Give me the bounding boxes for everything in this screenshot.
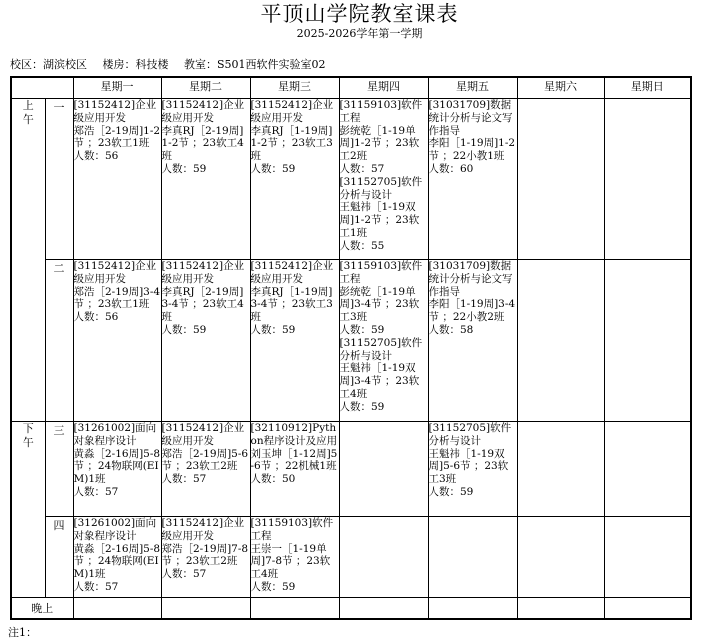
course-name: [31152412]企业级应用开发 xyxy=(161,517,245,542)
cell-s3-mon xyxy=(73,422,161,517)
cell-s2-mon xyxy=(73,260,161,422)
student-count: 人数：60 xyxy=(428,162,474,175)
slot-row-1 xyxy=(11,99,691,260)
course-name: [31159103]软件工程 xyxy=(250,517,334,542)
course-name: [31159103]软件工程 xyxy=(339,99,423,124)
course-name: [31152412]企业级应用开发 xyxy=(250,260,334,285)
footnote: 注1： xyxy=(8,626,37,639)
course-detail: 王魁祎［1-19双周]5-6节 ；23软工3班 xyxy=(428,447,509,486)
course-detail: 李真RJ［2-19周]1-2节 ；23软工4班 xyxy=(161,124,244,163)
cell-s3-wed xyxy=(250,422,339,517)
course-detail: 黄淼［2-16周]5-8节 ；24物联网(EIM)1班 xyxy=(73,542,161,581)
cell-s1-sun xyxy=(604,99,691,260)
student-count: 人数：57 xyxy=(73,485,119,498)
cell-s1-wed xyxy=(250,99,339,260)
course-name: [31261002]面向对象程序设计 xyxy=(73,422,157,447)
course-entry xyxy=(251,422,339,486)
student-count: 人数：59 xyxy=(339,400,385,413)
course-entry xyxy=(74,422,161,499)
course-entry xyxy=(429,99,517,176)
student-count: 人数：59 xyxy=(339,323,385,336)
course-entry xyxy=(74,260,161,324)
building-label: 楼房：科技楼 xyxy=(102,58,169,71)
page-title: 平顶山学院教室课表 xyxy=(260,2,459,26)
course-entry xyxy=(251,99,339,176)
cell-e-tue xyxy=(161,598,250,619)
course-entry xyxy=(429,260,517,337)
course-name: [31152705]软件分析与设计 xyxy=(428,422,512,447)
student-count: 人数：59 xyxy=(250,580,296,593)
course-name: [31152412]企业级应用开发 xyxy=(161,422,245,447)
course-detail: 刘玉坤［1-12周]5-6节 ；22机械1班 xyxy=(250,447,338,473)
course-detail: 李真RJ［1-19周]3-4节 ；23软工3班 xyxy=(250,285,333,324)
course-name: [31152412]企业级应用开发 xyxy=(73,99,157,124)
student-count: 人数：58 xyxy=(428,323,474,336)
slot-label-2: 二 xyxy=(45,260,73,422)
slot-label-4: 四 xyxy=(45,517,73,598)
course-entry xyxy=(340,176,428,253)
student-count: 人数：59 xyxy=(161,162,207,175)
period-evening: 晚上 xyxy=(11,598,73,619)
student-count: 人数：57 xyxy=(161,568,207,581)
cell-s1-sat xyxy=(517,99,604,260)
timetable xyxy=(10,76,692,620)
student-count: 人数：59 xyxy=(428,485,474,498)
cell-s3-tue xyxy=(161,422,250,517)
student-count: 人数：57 xyxy=(161,473,207,486)
cell-s1-fri xyxy=(428,99,517,260)
course-name: [31152705]软件分析与设计 xyxy=(339,336,423,362)
cell-s1-mon xyxy=(73,99,161,260)
course-name: [31152412]企业级应用开发 xyxy=(250,99,334,124)
corner-cell xyxy=(11,77,73,99)
slot-row-4 xyxy=(11,517,691,598)
course-detail: 郑浩［2-19周]1-2节 ；23软工1班 xyxy=(73,124,161,150)
cell-e-thu xyxy=(339,598,428,619)
course-entry xyxy=(251,517,339,594)
course-name: [31152412]企业级应用开发 xyxy=(161,99,245,124)
student-count: 人数：56 xyxy=(73,311,119,324)
day-header-fri: 星期五 xyxy=(428,77,517,99)
course-detail: 李阳［1-19周]1-2节 ；22小教1班 xyxy=(428,137,516,163)
cell-s3-sat xyxy=(517,422,604,517)
student-count: 人数：57 xyxy=(339,162,385,175)
room-label: 教室：S501西软件实验室02 xyxy=(184,58,326,71)
course-entry xyxy=(162,99,250,176)
cell-s2-wed xyxy=(250,260,339,422)
course-detail: 王魁祎［1-19双周]3-4节 ；23软工4班 xyxy=(339,362,420,400)
period-afternoon: 下午 xyxy=(11,422,45,598)
day-header-wed: 星期三 xyxy=(250,77,339,99)
day-header-tue: 星期二 xyxy=(161,77,250,99)
course-name: [31152412]企业级应用开发 xyxy=(73,260,157,285)
cell-s2-thu xyxy=(339,260,428,422)
cell-s2-fri xyxy=(428,260,517,422)
cell-e-sun xyxy=(604,598,691,619)
course-entry xyxy=(74,99,161,163)
course-detail: 李真RJ［1-19周]1-2节 ；23软工3班 xyxy=(250,124,333,163)
slot-label-1: 一 xyxy=(45,99,73,260)
cell-s3-sun xyxy=(604,422,691,517)
day-header-thu: 星期四 xyxy=(339,77,428,99)
cell-s1-thu xyxy=(339,99,428,260)
campus-label: 校区：湖滨校区 xyxy=(10,58,87,71)
cell-s1-tue xyxy=(161,99,250,260)
course-entry xyxy=(162,422,250,486)
cell-s2-sat xyxy=(517,260,604,422)
cell-e-fri xyxy=(428,598,517,619)
course-detail: 王魁祎［1-19双周]1-2节 ；23软工1班 xyxy=(339,201,420,239)
cell-e-mon xyxy=(73,598,161,619)
day-header-sat: 星期六 xyxy=(517,77,604,99)
cell-s4-tue xyxy=(161,517,250,598)
course-entry xyxy=(251,260,339,337)
course-entry xyxy=(340,99,428,176)
course-entry xyxy=(162,260,250,337)
course-detail: 李真RJ［2-19周]3-4节 ；23软工4班 xyxy=(161,285,244,324)
cell-e-wed xyxy=(250,598,339,619)
course-detail: 彭统乾［1-19单周]3-4节 ；23软工3班 xyxy=(339,285,420,324)
course-detail: 郑浩［2-19周]5-6节 ；23软工2班 xyxy=(161,447,249,473)
course-name: [31031709]数据统计分析与论文写作指导 xyxy=(428,99,513,137)
course-detail: 王崇一［1-19单周]7-8节 ；23软工4班 xyxy=(250,542,331,581)
cell-e-sat xyxy=(517,598,604,619)
cell-s2-tue xyxy=(161,260,250,422)
student-count: 人数：57 xyxy=(73,580,119,593)
cell-s4-thu xyxy=(339,517,428,598)
course-entry xyxy=(162,517,250,581)
course-entry xyxy=(340,337,428,414)
course-name: [31152412]企业级应用开发 xyxy=(161,260,245,285)
period-morning: 上午 xyxy=(11,99,45,422)
student-count: 人数：55 xyxy=(339,239,385,252)
student-count: 人数：56 xyxy=(73,150,119,163)
student-count: 人数：50 xyxy=(250,473,296,486)
student-count: 人数：59 xyxy=(161,323,207,336)
cell-s4-sun xyxy=(604,517,691,598)
course-name: [31152705]软件分析与设计 xyxy=(339,175,423,201)
course-name: [32110912]Python程序设计及应用 xyxy=(250,422,338,447)
slot-row-evening xyxy=(11,598,691,619)
cell-s4-sat xyxy=(517,517,604,598)
slot-row-3 xyxy=(11,422,691,517)
cell-s4-fri xyxy=(428,517,517,598)
course-entry xyxy=(429,422,517,499)
header-row xyxy=(11,77,691,99)
cell-s4-mon xyxy=(73,517,161,598)
course-name: [31261002]面向对象程序设计 xyxy=(73,517,157,542)
cell-s4-wed xyxy=(250,517,339,598)
cell-s2-sun xyxy=(604,260,691,422)
semester-subtitle: 2025-2026学年第一学期 xyxy=(296,27,423,40)
course-detail: 黄淼［2-16周]5-8节 ；24物联网(EIM)1班 xyxy=(73,447,161,486)
day-header-sun: 星期日 xyxy=(604,77,691,99)
student-count: 人数：59 xyxy=(250,323,296,336)
room-info xyxy=(10,58,338,72)
course-detail: 郑浩［2-19周]3-4节 ；23软工1班 xyxy=(73,285,161,311)
course-entry xyxy=(74,517,161,594)
course-detail: 郑浩［2-19周]7-8节 ；23软工2班 xyxy=(161,542,249,568)
course-entry xyxy=(340,260,428,337)
cell-s3-fri xyxy=(428,422,517,517)
course-detail: 李阳［1-19周]3-4节 ；22小教2班 xyxy=(428,298,516,324)
course-detail: 彭统乾［1-19单周]1-2节 ；23软工2班 xyxy=(339,124,420,163)
student-count: 人数：59 xyxy=(250,162,296,175)
cell-s3-thu xyxy=(339,422,428,517)
course-name: [31159103]软件工程 xyxy=(339,260,423,285)
course-name: [31031709]数据统计分析与论文写作指导 xyxy=(428,260,513,298)
slot-row-2 xyxy=(11,260,691,422)
day-header-mon: 星期一 xyxy=(73,77,161,99)
slot-label-3: 三 xyxy=(45,422,73,517)
